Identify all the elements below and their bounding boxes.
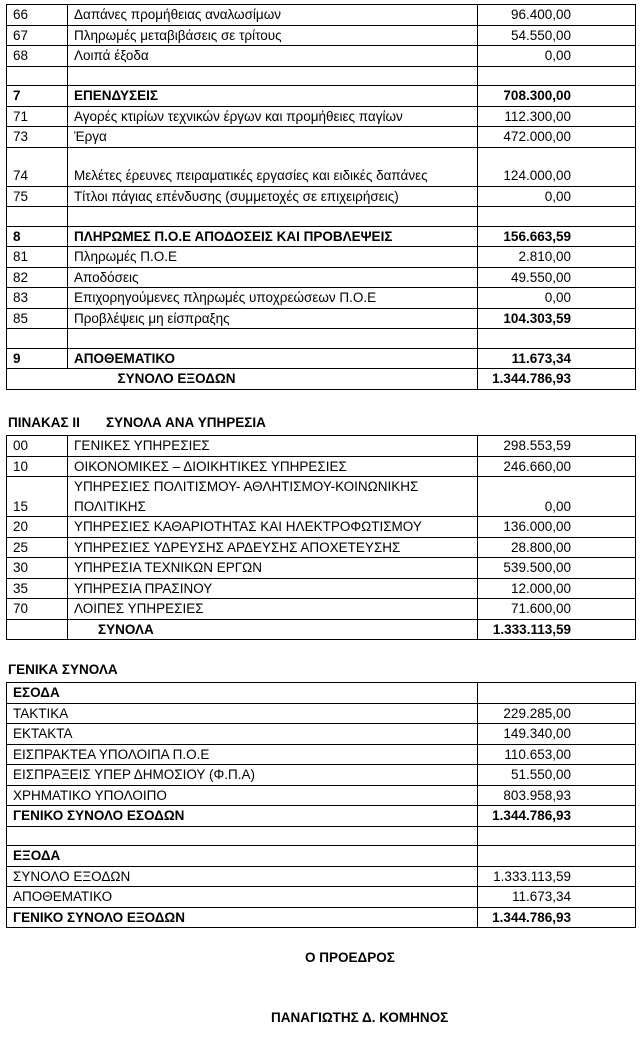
table-row	[7, 247, 636, 268]
table-row	[7, 308, 636, 329]
table-row	[7, 785, 636, 806]
row-code: 82	[7, 267, 68, 288]
row-code: 30	[7, 558, 68, 579]
row-code	[7, 66, 68, 86]
table-row	[7, 436, 636, 457]
table-row	[7, 106, 636, 127]
row-label: ΕΙΣΠΡΑΞΕΙΣ ΥΠΕΡ ΔΗΜΟΣΙΟΥ (Φ.Π.Α)	[7, 765, 478, 786]
row-code: 9	[7, 348, 68, 369]
row-description	[68, 329, 478, 349]
table2-heading-right: ΣΥΝΟΛΑ ΑΝΑ ΥΠΗΡΕΣΙΑ	[106, 415, 266, 430]
row-amount	[478, 826, 636, 846]
total-amount: 1.344.786,93	[478, 369, 636, 390]
row-code: 67	[7, 25, 68, 46]
table-row	[7, 866, 636, 887]
row-amount: 2.810,00	[478, 247, 636, 268]
row-amount: 110.653,00	[478, 744, 636, 765]
row-description: Λοιπά έξοδα	[68, 46, 478, 67]
row-code: 81	[7, 247, 68, 268]
general-totals-table	[6, 682, 636, 928]
table2-heading-left: ΠΙΝΑΚΑΣ ΙΙ	[8, 415, 80, 430]
row-code: 70	[7, 599, 68, 620]
row-description: ΓΕΝΙΚΕΣ ΥΠΗΡΕΣΙΕΣ	[68, 436, 478, 457]
row-amount: 1.333.113,59	[478, 866, 636, 887]
row-code: 74	[7, 147, 68, 186]
row-description: Αγορές κτιρίων τεχνικών έργων και προμήθειες παγίων	[68, 106, 478, 127]
row-amount: 12.000,00	[478, 578, 636, 599]
row-code: 8	[7, 226, 68, 247]
row-code: 85	[7, 308, 68, 329]
table-row	[7, 66, 636, 86]
section-header-income	[7, 683, 636, 704]
table-row	[7, 46, 636, 67]
row-description: ΥΠΗΡΕΣΙΕΣ ΚΑΘΑΡΙΟΤΗΤΑΣ ΚΑΙ ΗΛΕΚΤΡΟΦΩΤΙΣΜΟΥ	[68, 517, 478, 538]
table-row	[7, 456, 636, 477]
row-amount: 0,00	[478, 186, 636, 207]
table-row	[7, 537, 636, 558]
row-description: ΥΠΗΡΕΣΙΑ ΠΡΑΣΙΝΟΥ	[68, 578, 478, 599]
table-row	[7, 86, 636, 107]
row-description: Δαπάνες προμήθειας αναλωσίμων	[68, 5, 478, 26]
row-amount	[478, 683, 636, 704]
row-amount	[478, 207, 636, 227]
total-row	[7, 619, 636, 640]
row-description: ΕΠΕΝΔΥΣΕΙΣ	[68, 86, 478, 107]
table-row	[7, 703, 636, 724]
row-label: ΤΑΚΤΙΚΑ	[7, 703, 478, 724]
row-description: Προβλέψεις μη είσπραξης	[68, 308, 478, 329]
row-label: ΓΕΝΙΚΟ ΣΥΝΟΛΟ ΕΞΟΔΩΝ	[7, 907, 478, 928]
total-code	[7, 369, 68, 390]
row-label: ΣΥΝΟΛΟ ΕΞΟΔΩΝ	[7, 866, 478, 887]
expenses-table	[6, 4, 636, 390]
section-header-expense	[7, 846, 636, 867]
row-code: 75	[7, 186, 68, 207]
row-label: ΧΡΗΜΑΤΙΚΟ ΥΠΟΛΟΙΠΟ	[7, 785, 478, 806]
table-row	[7, 25, 636, 46]
row-amount: 124.000,00	[478, 147, 636, 186]
row-label: ΕΞΟΔΑ	[7, 846, 478, 867]
row-code: 15	[7, 477, 68, 517]
table-row	[7, 517, 636, 538]
row-code: 00	[7, 436, 68, 457]
row-amount: 803.958,93	[478, 785, 636, 806]
row-description: ΠΛΗΡΩΜΕΣ Π.Ο.Ε ΑΠΟΔΟΣΕΙΣ ΚΑΙ ΠΡΟΒΛΕΨΕΙΣ	[68, 226, 478, 247]
table-row	[7, 329, 636, 349]
total-label: ΣΥΝΟΛΑ	[68, 619, 478, 640]
row-label: ΕΚΤΑΚΤΑ	[7, 724, 478, 745]
row-code	[7, 329, 68, 349]
row-description: ΥΠΗΡΕΣΙΑ ΤΕΧΝΙΚΩΝ ΕΡΓΩΝ	[68, 558, 478, 579]
table-row	[7, 186, 636, 207]
row-code: 73	[7, 127, 68, 148]
row-description: Πληρωμές Π.Ο.Ε	[68, 247, 478, 268]
row-description: Μελέτες έρευνες πειραματικές εργασίες και ειδικές δαπάνες	[68, 147, 478, 186]
row-description: Αποδόσεις	[68, 267, 478, 288]
table-row	[7, 765, 636, 786]
row-amount: 149.340,00	[478, 724, 636, 745]
table-row	[7, 348, 636, 369]
row-amount	[478, 329, 636, 349]
row-description: ΑΠΟΘΕΜΑΤΙΚΟ	[68, 348, 478, 369]
row-description: ΟΙΚΟΝΟΜΙΚΕΣ – ΔΙΟΙΚΗΤΙΚΕΣ ΥΠΗΡΕΣΙΕΣ	[68, 456, 478, 477]
signature-title: Ο ΠΡΟΕΔΡΟΣ	[305, 950, 395, 965]
signature-name: ΠΑΝΑΓΙΩΤΗΣ Δ. ΚΟΜΗΝΟΣ	[271, 1010, 449, 1025]
table-row	[7, 288, 636, 309]
row-amount	[478, 846, 636, 867]
row-code: 35	[7, 578, 68, 599]
row-amount: 229.285,00	[478, 703, 636, 724]
row-label: ΕΙΣΠΡΑΚΤΕΑ ΥΠΟΛΟΙΠΑ Π.Ο.Ε	[7, 744, 478, 765]
table-row	[7, 724, 636, 745]
general-totals-heading: ΓΕΝΙΚΑ ΣΥΝΟΛΑ	[8, 662, 118, 677]
table-row	[7, 558, 636, 579]
row-amount: 0,00	[478, 477, 636, 517]
row-amount: 298.553,59	[478, 436, 636, 457]
row-label: ΕΣΟΔΑ	[7, 683, 478, 704]
table-row	[7, 207, 636, 227]
total-row	[7, 806, 636, 827]
row-code: 83	[7, 288, 68, 309]
row-amount	[478, 66, 636, 86]
table-row	[7, 477, 636, 517]
row-amount: 104.303,59	[478, 308, 636, 329]
row-amount: 11.673,34	[478, 887, 636, 908]
row-amount: 1.344.786,93	[478, 907, 636, 928]
row-amount: 136.000,00	[478, 517, 636, 538]
row-amount: 11.673,34	[478, 348, 636, 369]
row-code: 10	[7, 456, 68, 477]
total-label: ΣΥΝΟΛΟ ΕΞΟΔΩΝ	[68, 369, 478, 390]
row-amount: 96.400,00	[478, 5, 636, 26]
row-label	[7, 826, 478, 846]
total-code	[7, 619, 68, 640]
total-row	[7, 907, 636, 928]
row-amount: 28.800,00	[478, 537, 636, 558]
table2-heading	[8, 415, 266, 430]
table-row	[7, 267, 636, 288]
table-row	[7, 127, 636, 148]
row-amount: 539.500,00	[478, 558, 636, 579]
table-row	[7, 5, 636, 26]
row-amount: 54.550,00	[478, 25, 636, 46]
row-code: 68	[7, 46, 68, 67]
total-row	[7, 369, 636, 390]
row-amount: 246.660,00	[478, 456, 636, 477]
row-amount: 71.600,00	[478, 599, 636, 620]
row-amount: 708.300,00	[478, 86, 636, 107]
blank-row	[7, 826, 636, 846]
row-description	[68, 207, 478, 227]
row-code: 66	[7, 5, 68, 26]
row-code: 71	[7, 106, 68, 127]
table-row	[7, 578, 636, 599]
row-amount: 1.344.786,93	[478, 806, 636, 827]
row-description: Έργα	[68, 127, 478, 148]
table-row	[7, 226, 636, 247]
row-amount: 472.000,00	[478, 127, 636, 148]
row-code: 25	[7, 537, 68, 558]
table-row	[7, 744, 636, 765]
row-label: ΑΠΟΘΕΜΑΤΙΚΟ	[7, 887, 478, 908]
table-row	[7, 887, 636, 908]
row-code: 7	[7, 86, 68, 107]
row-amount: 49.550,00	[478, 267, 636, 288]
row-amount: 0,00	[478, 46, 636, 67]
row-amount: 0,00	[478, 288, 636, 309]
services-table	[6, 435, 636, 640]
total-amount: 1.333.113,59	[478, 619, 636, 640]
row-description	[68, 66, 478, 86]
row-description: Επιχορηγούμενες πληρωμές υποχρεώσεων Π.Ο.Ε	[68, 288, 478, 309]
row-amount: 156.663,59	[478, 226, 636, 247]
row-code: 20	[7, 517, 68, 538]
row-description: Πληρωμές μεταβιβάσεις σε τρίτους	[68, 25, 478, 46]
row-description: ΥΠΗΡΕΣΙΕΣ ΠΟΛΙΤΙΣΜΟΥ- ΑΘΛΗΤΙΣΜΟΥ-ΚΟΙΝΩΝΙΚΗΣ ΠΟΛΙΤΙΚΗΣ	[68, 477, 478, 517]
row-label: ΓΕΝΙΚΟ ΣΥΝΟΛΟ ΕΣΟΔΩΝ	[7, 806, 478, 827]
row-amount: 51.550,00	[478, 765, 636, 786]
row-description: Τίτλοι πάγιας επένδυσης (συμμετοχές σε επιχειρήσεις)	[68, 186, 478, 207]
table-row	[7, 599, 636, 620]
table-row	[7, 147, 636, 186]
row-code	[7, 207, 68, 227]
row-description: ΥΠΗΡΕΣΙΕΣ ΥΔΡΕΥΣΗΣ ΑΡΔΕΥΣΗΣ ΑΠΟΧΕΤΕΥΣΗΣ	[68, 537, 478, 558]
row-description: ΛΟΙΠΕΣ ΥΠΗΡΕΣΙΕΣ	[68, 599, 478, 620]
row-amount: 112.300,00	[478, 106, 636, 127]
